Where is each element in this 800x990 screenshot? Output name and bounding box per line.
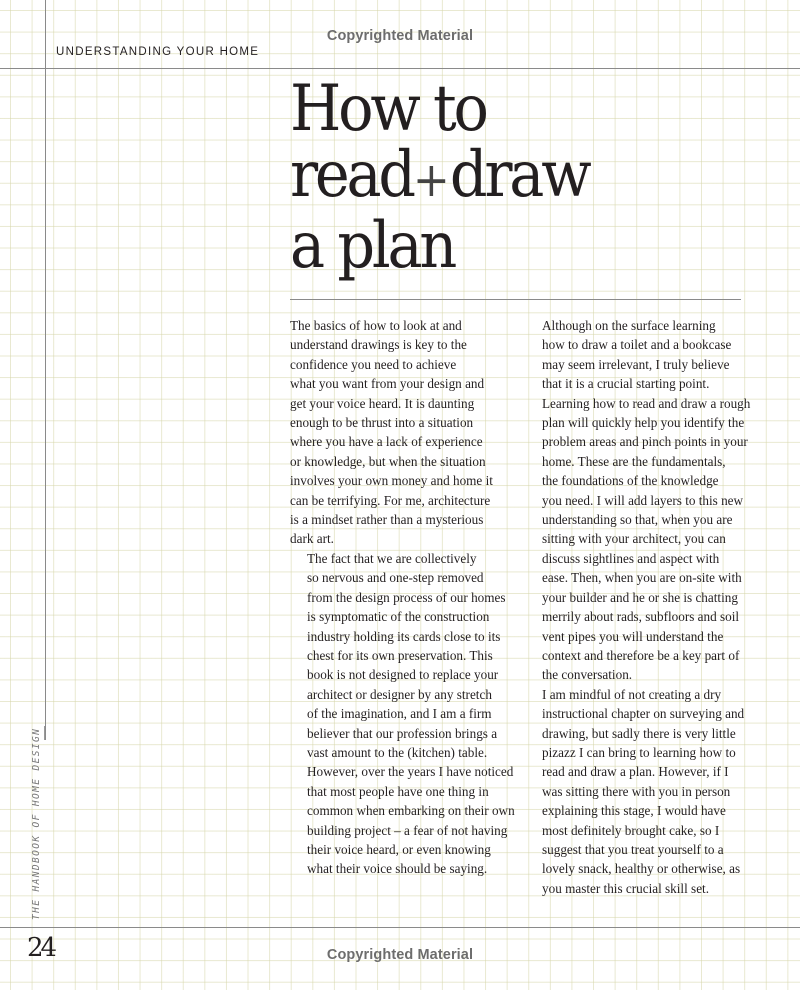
paragraph xyxy=(290,549,515,879)
section-label: UNDERSTANDING YOUR HOME xyxy=(56,46,260,58)
text-line: you need. I will add layers to this new xyxy=(542,492,744,508)
text-line: from the design process of our homes xyxy=(307,589,506,605)
title-line-3: a plan xyxy=(290,209,455,283)
text-line: lovely snack, healthy or otherwise, as xyxy=(542,861,741,877)
title-line-2-draw: draw xyxy=(449,138,589,212)
header-rule xyxy=(0,68,800,69)
text-line: most definitely brought cake, so I xyxy=(542,822,720,838)
text-line: understanding so that, when you are xyxy=(542,512,733,528)
text-line: Although on the surface learning xyxy=(542,318,716,333)
text-line: pizazz I can bring to learning how to xyxy=(542,744,736,760)
text-line: is symptomatic of the construction xyxy=(307,609,490,625)
copyright-watermark-top: Copyrighted Material xyxy=(326,28,474,44)
text-line: is a mindset rather than a mysterious xyxy=(290,512,484,528)
title-line-1: How to xyxy=(290,72,486,146)
text-line: ease. Then, when you are on-site with xyxy=(542,570,742,586)
text-line: instructional chapter on surveying and xyxy=(542,706,745,722)
text-line: Learning how to read and draw a rough xyxy=(542,395,751,411)
text-line: what you want from your design and xyxy=(290,376,485,392)
margin-rule xyxy=(45,0,46,740)
book-title-vertical: THE HANDBOOK OF HOME DESIGN xyxy=(31,727,42,920)
text-line: merrily about rads, subfloors and soil xyxy=(542,609,740,625)
page-number: 24 xyxy=(27,933,55,963)
text-line: common when embarking on their own xyxy=(307,803,515,819)
text-line: explaining this stage, I would have xyxy=(542,803,726,819)
text-line: the foundations of the knowledge xyxy=(542,473,719,489)
text-line: home. These are the fundamentals, xyxy=(542,453,726,469)
text-line: plan will quickly help you identify the xyxy=(542,415,745,431)
text-line: enough to be thrust into a situation xyxy=(290,415,474,431)
text-line: architect or designer by any stretch xyxy=(307,686,492,702)
text-line: I am mindful of not creating a dry xyxy=(542,686,722,702)
text-line: The fact that we are collectively xyxy=(307,550,477,566)
text-line: that it is a crucial starting point. xyxy=(542,376,710,392)
text-line: get your voice heard. It is daunting xyxy=(290,395,475,411)
side-label-tick xyxy=(44,726,45,740)
text-line: how to draw a toilet and a bookcase xyxy=(542,337,732,353)
text-line: The basics of how to look at and xyxy=(290,318,462,333)
text-line: involves your own money and home it xyxy=(290,473,493,489)
paragraph xyxy=(525,316,751,685)
text-line: confidence you need to achieve xyxy=(290,356,457,372)
text-line: sitting with your architect, you can xyxy=(542,531,726,547)
footer-rule xyxy=(0,927,800,928)
text-line: can be terrifying. For me, architecture xyxy=(290,492,491,508)
title-rule xyxy=(290,299,741,300)
text-line: the conversation. xyxy=(542,667,633,683)
title-line-2-read: read xyxy=(290,138,413,212)
text-line: that most people have one thing in xyxy=(307,783,489,799)
text-line: what their voice should be saying. xyxy=(307,861,488,877)
text-line: their voice heard, or even knowing xyxy=(307,841,491,857)
paragraph xyxy=(290,316,508,549)
text-line: understand drawings is key to the xyxy=(290,337,467,353)
page-title xyxy=(290,72,589,283)
text-line: was sitting there with you in person xyxy=(542,783,731,799)
text-line: so nervous and one-step removed xyxy=(307,570,484,586)
text-line: suggest that you treat yourself to a xyxy=(542,841,724,857)
copyright-watermark-bottom: Copyrighted Material xyxy=(326,947,474,963)
plus-icon: + xyxy=(412,152,450,208)
paragraph xyxy=(525,685,743,898)
text-line: or knowledge, but when the situation xyxy=(290,453,486,469)
text-line: of the imagination, and I am a firm xyxy=(307,706,492,722)
text-line: book is not designed to replace your xyxy=(307,667,499,683)
text-line: dark art. xyxy=(290,531,334,547)
text-line: drawing, but sadly there is very little xyxy=(542,725,736,741)
text-line: read and draw a plan. However, if I xyxy=(542,764,729,780)
text-line: discuss sightlines and aspect with xyxy=(542,550,720,566)
text-line: chest for its own preservation. This xyxy=(307,647,493,663)
body-column-right xyxy=(525,316,751,898)
text-line: problem areas and pinch points in your xyxy=(542,434,748,450)
text-line: you master this crucial skill set. xyxy=(542,880,710,896)
text-line: building project – a fear of not having xyxy=(307,822,508,838)
text-line: vast amount to the (kitchen) table. xyxy=(307,744,488,760)
text-line: where you have a lack of experience xyxy=(290,434,483,450)
text-line: may seem irrelevant, I truly believe xyxy=(542,356,730,372)
text-line: believer that our profession brings a xyxy=(307,725,498,741)
text-line: your builder and he or she is chatting xyxy=(542,589,738,605)
body-column-left xyxy=(290,316,515,879)
text-line: industry holding its cards close to its xyxy=(307,628,501,644)
text-line: However, over the years I have noticed xyxy=(307,764,514,780)
text-line: vent pipes you will understand the xyxy=(542,628,724,644)
text-line: context and therefore be a key part of xyxy=(542,647,740,663)
